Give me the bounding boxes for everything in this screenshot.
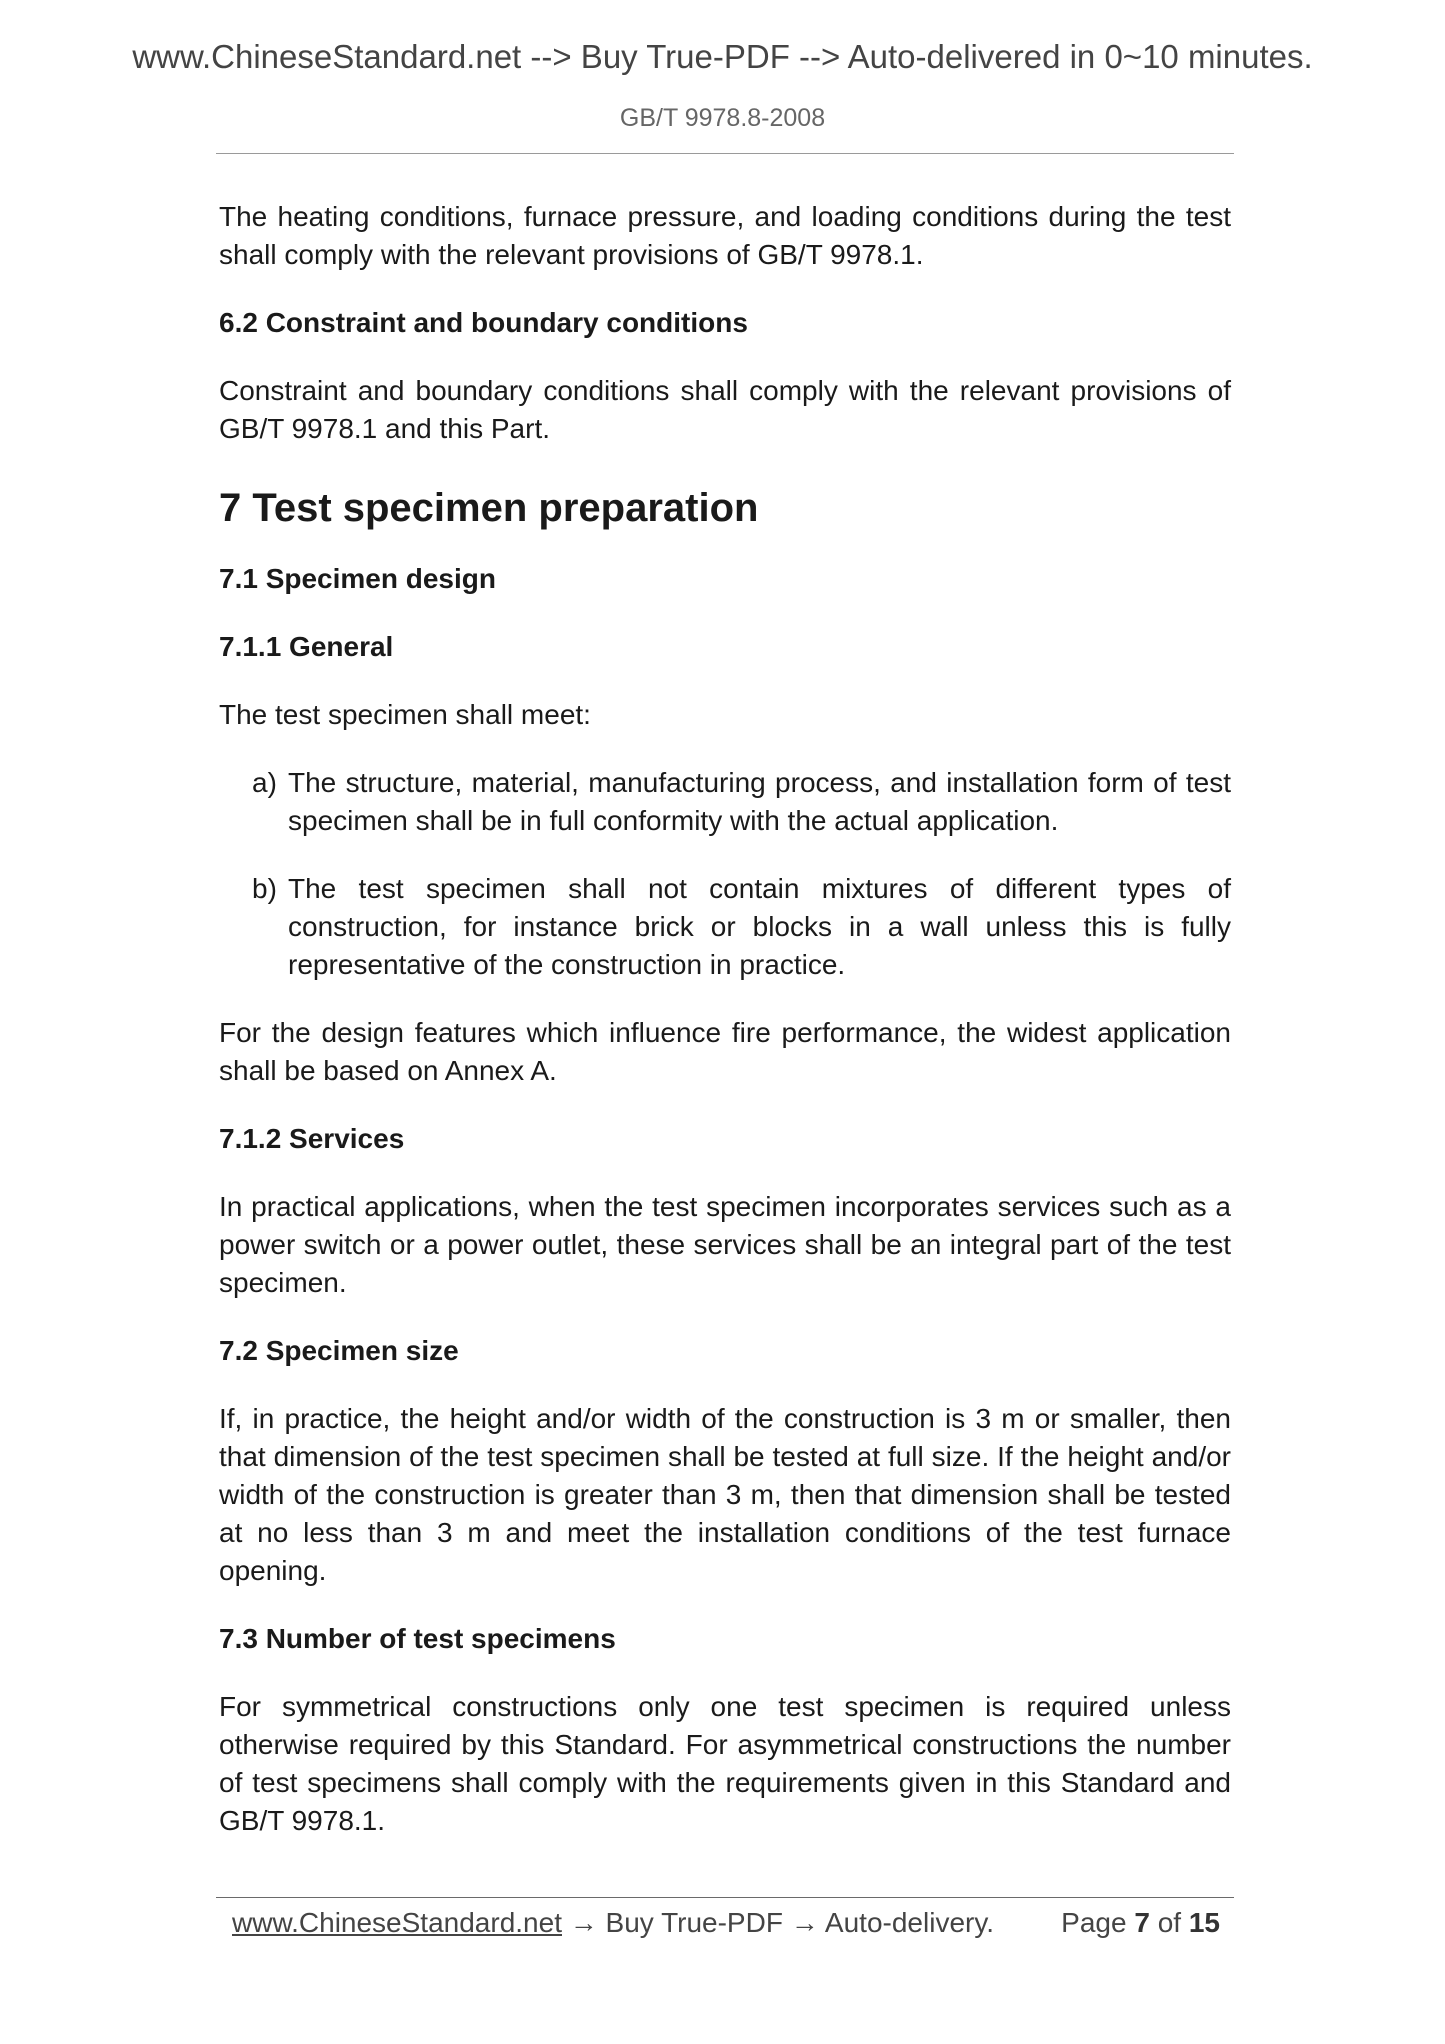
header-divider [216, 153, 1234, 154]
section-heading-7-3: 7.3 Number of test specimens [219, 1623, 616, 1654]
document-body [219, 198, 1231, 1840]
list-marker: b) [252, 873, 277, 904]
section-heading-7: 7 Test specimen preparation [219, 486, 759, 530]
paragraph-7-1-1: The test specimen shall meet: [219, 699, 591, 730]
section-heading-7-1: 7.1 Specimen design [219, 563, 496, 594]
section-heading-7-1-2: 7.1.2 Services [219, 1123, 405, 1154]
header-banner: www.ChineseStandard.net --> Buy True-PDF --> Auto-delivered in 0~10 minutes. [132, 38, 1313, 75]
list-marker: a) [252, 767, 277, 798]
paragraph-7-2: If, in practice, the height and/or width of the construction is 3 m or smaller, then that dimension of the test specimen shall be tested at full size. If the height and/or width of the construction is greater than 3 m, then that dimension shall be tested at no less than 3 m and meet the installation conditions of the test furnace opening. [219, 1403, 1231, 1586]
list-item-b [219, 870, 1231, 984]
page-number [1061, 1904, 1220, 1942]
list-item-text: The test specimen shall not contain mixtures of different types of construction, for instance brick or blocks in a wall unless this is fully representative of the construction in practice. [288, 873, 1231, 980]
section-heading-6-2: 6.2 Constraint and boundary conditions [219, 307, 748, 338]
footer-divider [216, 1897, 1234, 1898]
page-total: 15 [1188, 1907, 1220, 1938]
section-heading-7-2: 7.2 Specimen size [219, 1335, 459, 1366]
paragraph-7-3: For symmetrical constructions only one test specimen is required unless otherwise required by this Standard. For asymmetrical constructions the number of test specimens shall comply with the requirements given in this Standard and GB/T 9978.1. [219, 1691, 1231, 1836]
page-current: 7 [1134, 1907, 1150, 1938]
footer-tagline: → Buy True-PDF → Auto-delivery. [561, 1907, 995, 1938]
list-item-a [219, 764, 1231, 840]
section-heading-7-1-1: 7.1.1 General [219, 631, 394, 662]
footer-website-link[interactable]: www.ChineseStandard.net [232, 1907, 562, 1938]
page-label: Page [1061, 1907, 1127, 1938]
paragraph-6-2: Constraint and boundary conditions shall comply with the relevant provisions of GB/T 9978.1 and this Part. [219, 375, 1231, 444]
intro-paragraph: The heating conditions, furnace pressure, and loading conditions during the test shall comply with the relevant provisions of GB/T 9978.1. [219, 201, 1231, 270]
list-item-text: The structure, material, manufacturing process, and installation form of test specimen shall be in full conformity with the actual application. [288, 767, 1231, 836]
page-footer [232, 1904, 1220, 1942]
page-of-label: of [1157, 1907, 1182, 1938]
standard-code: GB/T 9978.8-2008 [619, 104, 826, 132]
paragraph-7-1-2: In practical applications, when the test specimen incorporates services such as a power switch or a power outlet, these services shall be an integral part of the test specimen. [219, 1191, 1231, 1298]
paragraph-design-features: For the design features which influence fire performance, the widest application shall be based on Annex A. [219, 1017, 1231, 1086]
